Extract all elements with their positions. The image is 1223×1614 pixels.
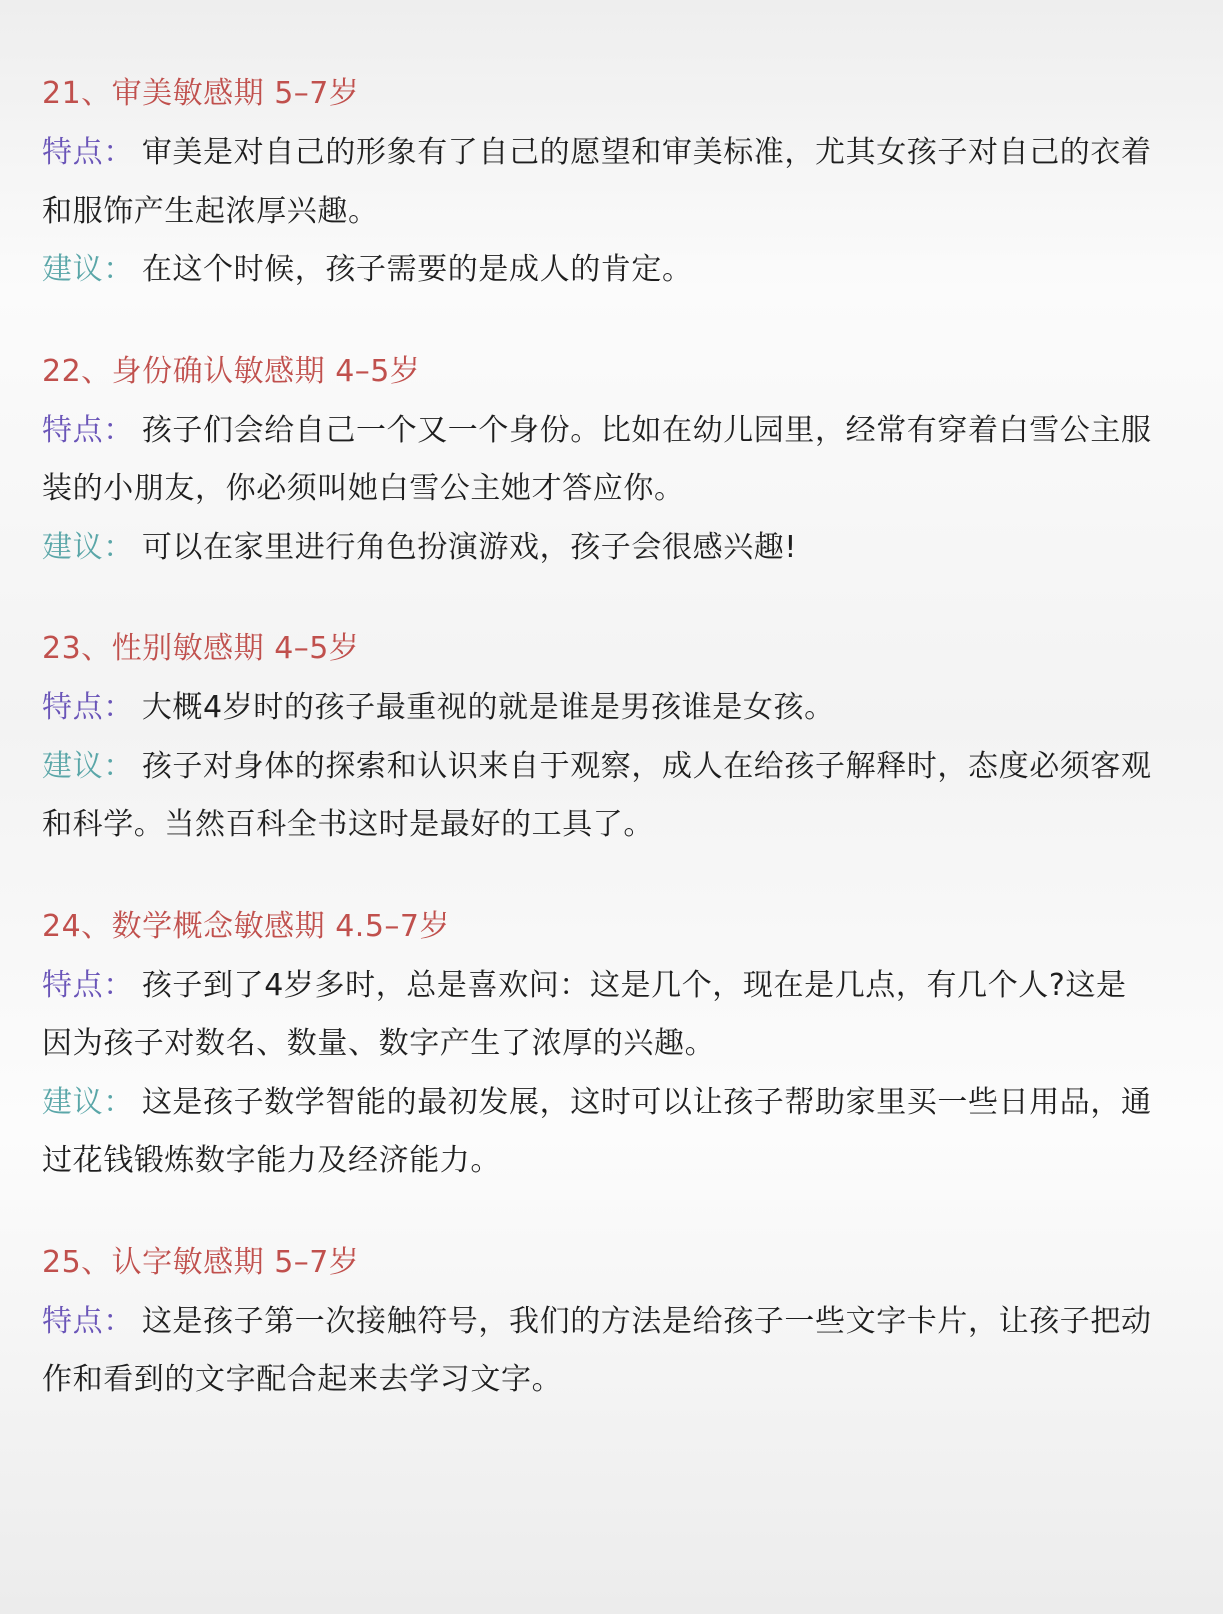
- advice-paragraph: [42, 1074, 1153, 1191]
- trait-text: 这是孩子第一次接触符号，我们的方法是给孩子一些文字卡片，让孩子把动作和看到的文字配合起来去学习文字。: [42, 1303, 1152, 1397]
- section-heading: 21、审美敏感期 5–7岁: [42, 76, 360, 111]
- section-heading: 23、性别敏感期 4–5岁: [42, 631, 360, 666]
- advice-label: 建议：: [42, 1084, 134, 1120]
- advice-label: 建议：: [42, 252, 134, 287]
- advice-paragraph: [42, 241, 1153, 300]
- trait-label: 特点：: [42, 967, 134, 1003]
- trait-label: 特点：: [42, 1303, 134, 1339]
- advice-text: 可以在家里进行角色扮演游戏，孩子会很感兴趣!: [141, 529, 798, 565]
- advice-text: 孩子对身体的探索和认识来自于观察，成人在给孩子解释时，态度必须客观和科学。当然百科全书这时是最好的工具了。: [42, 748, 1152, 842]
- trait-paragraph: [42, 1293, 1153, 1410]
- advice-paragraph: [42, 519, 1153, 578]
- trait-paragraph: [42, 679, 1153, 738]
- advice-text: 在这个时候，孩子需要的是成人的肯定。: [141, 252, 693, 287]
- advice-label: 建议：: [42, 748, 134, 784]
- trait-text: 大概4岁时的孩子最重视的就是谁是男孩谁是女孩。: [141, 690, 835, 725]
- section-literacy: [42, 1233, 1153, 1410]
- advice-label: 建议：: [42, 529, 134, 565]
- trait-label: 特点：: [42, 135, 134, 170]
- advice-text: 这是孩子数学智能的最初发展，这时可以让孩子帮助家里买一些日用品，通过花钱锻炼数字能力及经济能力。: [42, 1084, 1152, 1178]
- section-heading: 24、数学概念敏感期 4.5–7岁: [42, 908, 451, 944]
- trait-paragraph: [42, 957, 1153, 1074]
- section-gender: [42, 619, 1153, 855]
- trait-paragraph: [42, 124, 1153, 241]
- section-heading: 25、认字敏感期 5–7岁: [42, 1244, 360, 1280]
- trait-text: 审美是对自己的形象有了自己的愿望和审美标准，尤其女孩子对自己的衣着和服饰产生起浓厚兴趣。: [42, 135, 1152, 229]
- section-heading: 22、身份确认敏感期 4–5岁: [42, 353, 421, 389]
- trait-text: 孩子们会给自己一个又一个身份。比如在幼儿园里，经常有穿着白雪公主服装的小朋友，你必须叫她白雪公主她才答应你。: [42, 412, 1152, 506]
- trait-text: 孩子到了4岁多时，总是喜欢问：这是几个，现在是几点，有几个人?这是因为孩子对数名、数量、数字产生了浓厚的兴趣。: [42, 967, 1127, 1061]
- section-math: [42, 897, 1153, 1191]
- trait-label: 特点：: [42, 690, 134, 725]
- trait-label: 特点：: [42, 412, 134, 448]
- section-aesthetic: [42, 64, 1153, 300]
- advice-paragraph: [42, 738, 1153, 855]
- trait-paragraph: [42, 402, 1153, 519]
- section-identity: [42, 342, 1153, 578]
